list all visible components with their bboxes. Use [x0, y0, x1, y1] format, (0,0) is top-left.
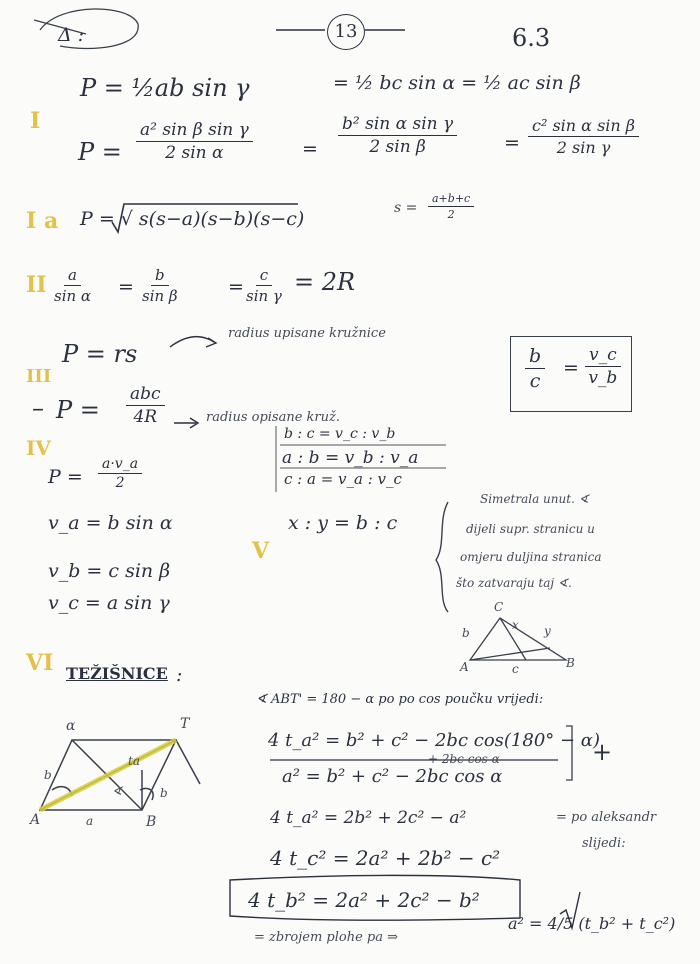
fraction-c2 [528, 116, 639, 157]
height-va: v_a = b sin α [48, 512, 173, 534]
sine-ratio-a-den: sin α [54, 287, 92, 305]
median-eq-1: 4 t_a² = b² + c² − 2bc cos(180° − α) [268, 730, 600, 751]
medians-title: TEŽIŠNICE [66, 664, 168, 683]
area-formula-sin-gamma: P = ½ab sin γ [80, 74, 250, 102]
triangle-vertex-C: C [494, 600, 504, 614]
boxed-ratio-left-den: c [529, 370, 541, 392]
height-vc: v_c = a sin γ [48, 592, 170, 614]
roman-IV: IV [26, 436, 51, 460]
conclusion-text: = zbrojem plohe pa ⇒ [254, 930, 399, 945]
boxed-ratio-right-den: v_b [588, 368, 618, 388]
boxed-ratio-left [525, 345, 545, 392]
circumradius-result: = 2R [294, 268, 356, 296]
height-area-label: P = [48, 466, 83, 488]
fraction-b2 [338, 114, 457, 157]
fraction-a2 [136, 120, 253, 163]
parallelogram-A: A [30, 812, 41, 828]
inradius-note: radius upisane kružnice [228, 326, 386, 341]
fraction-c2-num: c² sin α sin β [528, 116, 639, 137]
ratio-row-2: a : b = v_b : v_a [282, 448, 419, 468]
sine-ratio-c-num: c [256, 266, 272, 286]
median-eq-tb: 4 t_b² = 2a² + 2c² − b² [248, 888, 480, 912]
boxed-ratio [510, 336, 632, 412]
bisector-note-4: što zatvaraju taj ∢. [456, 576, 572, 590]
conclusion-formula: a² = 4/5 (t_b² + t_c²) [508, 914, 676, 933]
median-eq-note-b: slijedi: [582, 836, 626, 851]
area-label-I: P = [78, 138, 122, 166]
equals-2: = [504, 132, 520, 154]
sine-ratio-b [142, 266, 178, 305]
circumradius-area-fraction [126, 384, 165, 427]
page-number: 13 [327, 14, 365, 50]
semiperimeter-num: a+b+c [428, 192, 474, 207]
triangle-seg-x: x [512, 618, 519, 632]
height-area-fraction [98, 456, 142, 491]
median-eq-1-note: + 2bc cos α [428, 752, 500, 766]
parallelogram-angle: ∢ [112, 784, 123, 798]
sine-eq-1: = [118, 276, 134, 298]
bisector-note-2: dijeli supr. stranicu u [466, 522, 595, 536]
cos-rule-intro: ∢ ABT' = 180 − α po po cos poučku vrijedi: [256, 692, 544, 707]
parallelogram-ta: ta [128, 754, 140, 768]
equals-1: = [302, 138, 318, 160]
cos-law-eq: a² = b² + c² − 2bc cos α [282, 766, 503, 787]
fraction-c2-den: 2 sin γ [556, 138, 611, 157]
parallelogram-side-a: a [86, 814, 94, 828]
parallelogram-B: B [146, 814, 157, 830]
median-eq-ta: 4 t_a² = 2b² + 2c² − a² [270, 808, 467, 828]
roman-VI: VI [26, 650, 54, 676]
triangle-side-c: c [512, 662, 519, 676]
ratio-row-1: b : c = v_c : v_b [284, 426, 396, 442]
sine-ratio-c [246, 266, 282, 305]
triangle-vertex-B: B [566, 656, 575, 670]
circumradius-area-den: 4R [133, 407, 158, 427]
triangle-side-b: b [462, 626, 470, 640]
sine-ratio-b-den: sin β [142, 287, 178, 305]
corner-scribble [34, 9, 138, 49]
corner-mark: Δ : [58, 24, 85, 46]
median-eq-tc: 4 t_c² = 2a² + 2b² − c² [270, 846, 501, 870]
bisector-note-3: omjeru duljina stranica [460, 550, 602, 564]
circumradius-area-label: P = [56, 396, 100, 424]
boxed-ratio-eq: = [563, 357, 579, 379]
fraction-a2-den: 2 sin α [165, 143, 224, 163]
parallelogram-side-b: b [44, 768, 52, 782]
inradius-formula: P = rs [62, 340, 138, 368]
fraction-b2-num: b² sin α sin γ [338, 114, 457, 136]
circumradius-area-num: abc [126, 384, 165, 406]
boxed-ratio-right [585, 345, 621, 388]
triangle-vertex-A: A [460, 660, 469, 674]
roman-I: I [30, 108, 41, 134]
sine-ratio-b-num: b [151, 266, 169, 286]
sine-ratio-a-num: a [64, 266, 81, 286]
sine-eq-2: = [228, 276, 244, 298]
dash-marker: – [32, 394, 44, 422]
roman-Ia: I a [26, 208, 59, 234]
bisector-ratio: x : y = b : c [288, 512, 398, 534]
s-label: s = [394, 200, 418, 216]
height-area-num: a·v_a [98, 456, 142, 474]
parallelogram-T: T [180, 716, 190, 732]
bisector-note-1: Simetrala unut. ∢ [480, 492, 589, 506]
area-formula-others: = ½ bc sin α = ½ ac sin β [333, 72, 581, 94]
medians-colon: : [176, 664, 183, 686]
parallelogram-side-bv: b [160, 786, 168, 800]
boxed-ratio-left-num: b [525, 345, 545, 369]
ratio-row-3: c : a = v_a : v_c [284, 470, 402, 488]
section-number: 6.3 [512, 24, 551, 52]
plus-sign: + [592, 738, 613, 766]
semiperimeter-fraction [428, 192, 474, 221]
height-area-den: 2 [115, 475, 125, 491]
median-eq-note: = po aleksandr [556, 810, 657, 825]
roman-II: II [26, 272, 47, 298]
semiperimeter-den: 2 [447, 208, 455, 221]
roman-V: V [252, 538, 270, 564]
heron-formula: P = √ s(s−a)(s−b)(s−c) [80, 208, 305, 230]
fraction-a2-num: a² sin β sin γ [136, 120, 253, 142]
boxed-ratio-right-num: v_c [585, 345, 621, 367]
parallelogram-alpha: α [66, 718, 76, 734]
sine-ratio-c-den: sin γ [246, 287, 282, 305]
roman-III: III [26, 366, 52, 387]
triangle-seg-y: y [544, 624, 551, 638]
fraction-b2-den: 2 sin β [369, 137, 426, 157]
sine-ratio-a [54, 266, 91, 305]
height-vb: v_b = c sin β [48, 560, 171, 582]
circumradius-note: radius opisane kruž. [206, 410, 340, 425]
